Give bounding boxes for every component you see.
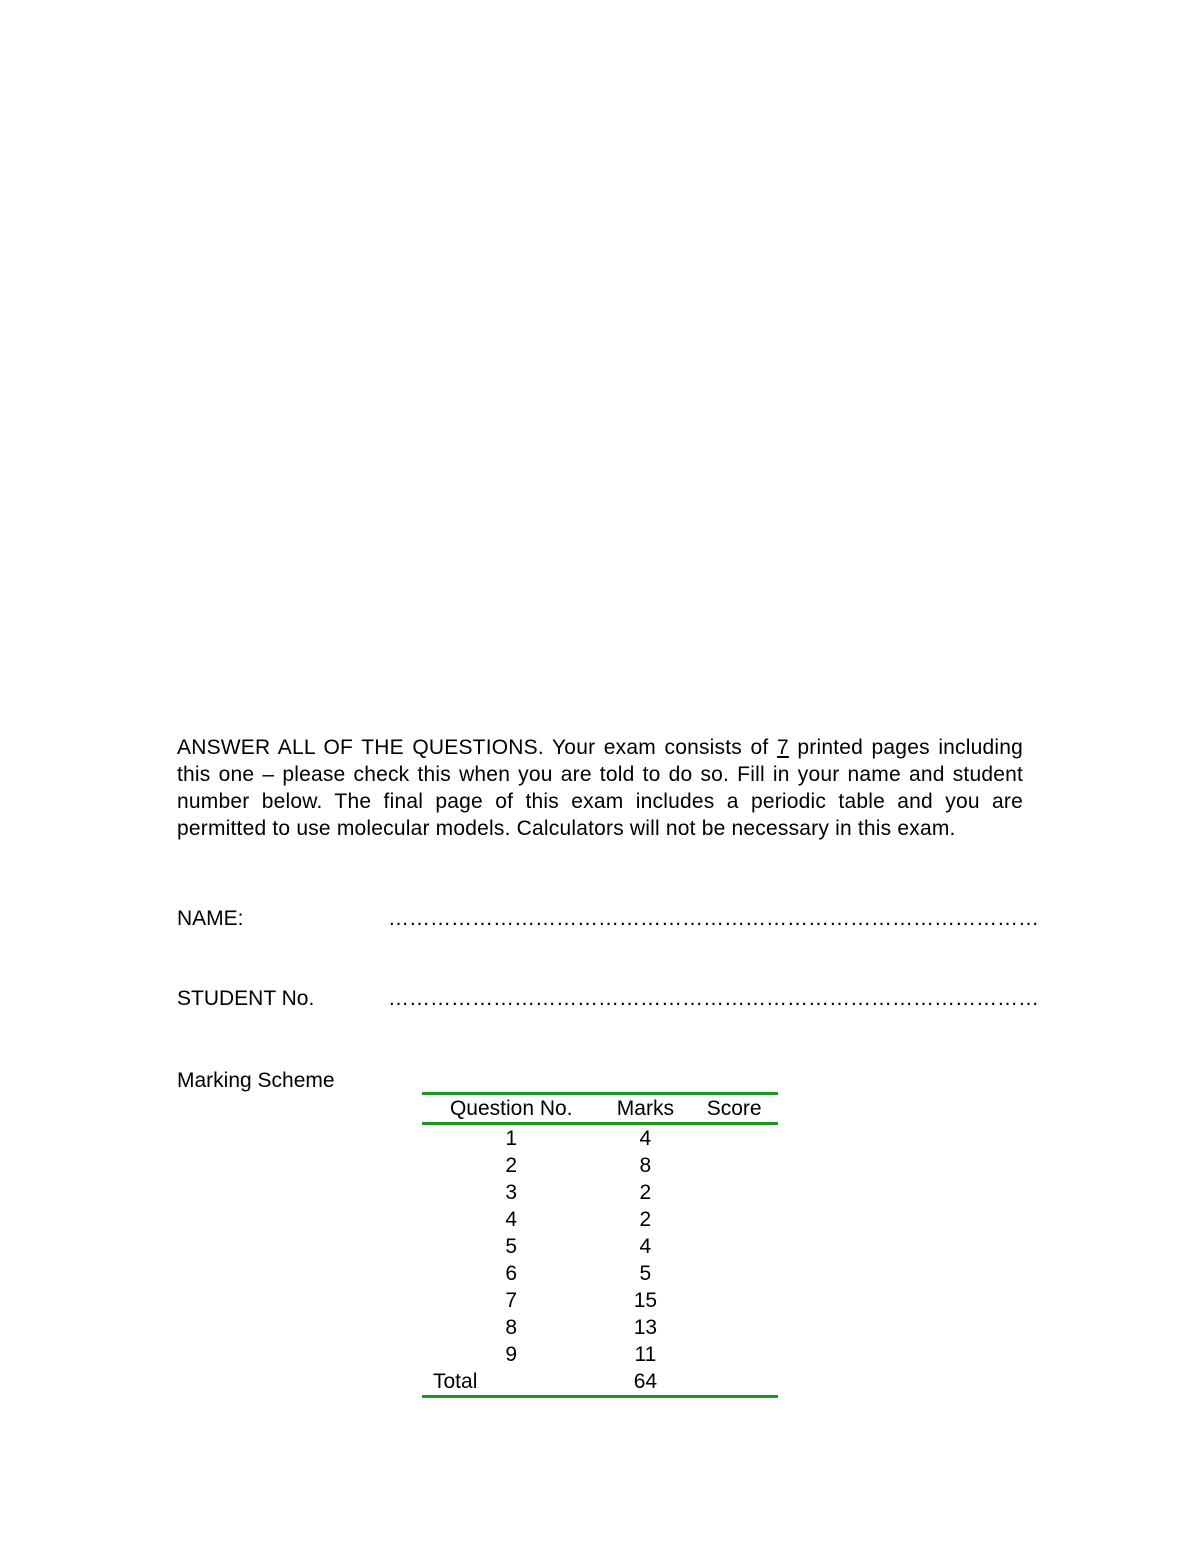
student-number-fill-line: ………………………………………………………………………………… (388, 987, 1039, 1010)
question-score (690, 1287, 778, 1314)
student-number-label: STUDENT No. (177, 987, 315, 1010)
question-score (690, 1124, 778, 1153)
header-question-no: Question No. (449, 1097, 573, 1120)
student-number-field-row (177, 985, 1039, 1012)
header-score: Score (706, 1097, 762, 1120)
table-total-row (422, 1368, 778, 1397)
name-fill-line: ………………………………………………………………………………… (388, 907, 1039, 930)
question-number: 1 (505, 1127, 518, 1150)
question-marks: 15 (633, 1289, 658, 1312)
question-score (690, 1233, 778, 1260)
table-row (422, 1152, 778, 1179)
question-number: 3 (505, 1181, 518, 1204)
name-field-row (177, 905, 1039, 932)
page-count: 7 (776, 736, 789, 759)
question-number: 7 (505, 1289, 518, 1312)
question-marks: 13 (633, 1316, 658, 1339)
question-score (690, 1152, 778, 1179)
table-header-row (422, 1094, 778, 1124)
marking-scheme-title: Marking Scheme (177, 1069, 335, 1092)
question-score (690, 1341, 778, 1368)
question-score (690, 1260, 778, 1287)
table-row (422, 1260, 778, 1287)
table-row (422, 1124, 778, 1153)
question-marks: 2 (639, 1208, 652, 1231)
question-marks: 4 (639, 1235, 652, 1258)
question-score (690, 1206, 778, 1233)
question-number: 6 (505, 1262, 518, 1285)
question-number: 2 (505, 1154, 518, 1177)
question-marks: 8 (639, 1154, 652, 1177)
marking-scheme-table (422, 1092, 778, 1398)
question-score (690, 1179, 778, 1206)
question-number: 4 (505, 1208, 518, 1231)
table-row (422, 1233, 778, 1260)
table-row (422, 1206, 778, 1233)
table-row (422, 1341, 778, 1368)
total-label: Total (433, 1370, 478, 1393)
question-number: 9 (505, 1343, 518, 1366)
table-row (422, 1179, 778, 1206)
question-number: 5 (505, 1235, 518, 1258)
header-marks: Marks (616, 1097, 674, 1120)
question-marks: 5 (639, 1262, 652, 1285)
total-marks: 64 (633, 1370, 658, 1393)
question-number: 8 (505, 1316, 518, 1339)
question-marks: 4 (639, 1127, 652, 1150)
name-label: NAME: (177, 907, 244, 930)
instructions-text-start: ANSWER ALL OF THE QUESTIONS. Your exam consists of (177, 736, 777, 759)
total-score (690, 1368, 778, 1397)
table-row (422, 1287, 778, 1314)
exam-instructions (177, 734, 1023, 842)
instructions-text-end: printed pages including this one – please check this when you are told to do so. Fill in your name and student number below. The final page of this exam includes a periodic table and you are permitted to use molecular models. Calculators will not be necessary in this exam. (177, 736, 1024, 840)
table-row (422, 1314, 778, 1341)
question-score (690, 1314, 778, 1341)
question-marks: 2 (639, 1181, 652, 1204)
question-marks: 11 (634, 1343, 657, 1366)
